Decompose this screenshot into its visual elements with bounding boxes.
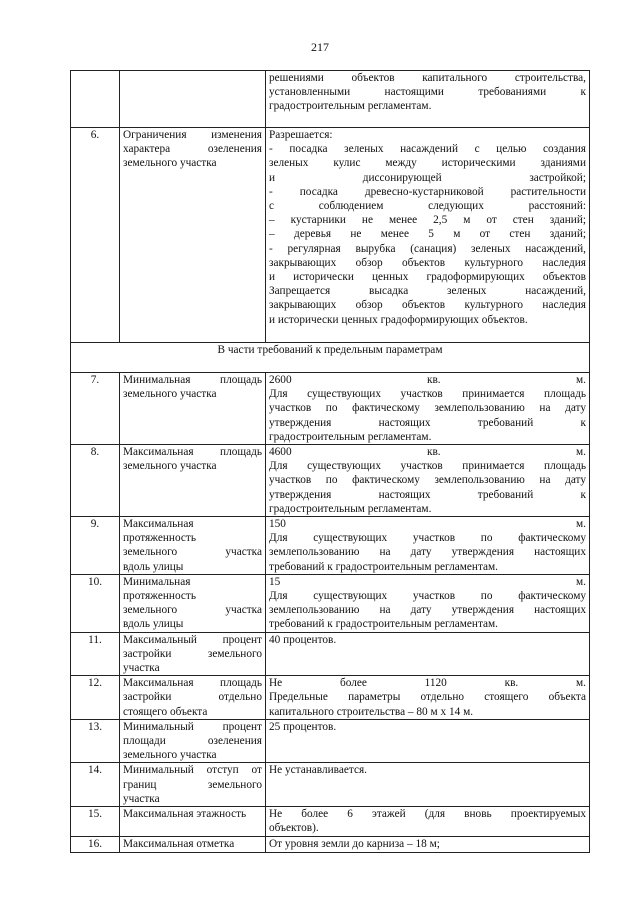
text-line: - посадка зеленых насаждений с целью создания bbox=[269, 143, 586, 156]
text-line: Для существующих участков по фактическому bbox=[269, 590, 586, 603]
text-line: Ограничения изменения bbox=[123, 129, 262, 141]
text-line: вдоль улицы bbox=[123, 560, 184, 573]
table-row bbox=[71, 343, 590, 373]
table-row bbox=[71, 763, 590, 807]
text-line: земельного участка bbox=[123, 460, 217, 473]
text-line: Максимальная bbox=[123, 518, 194, 531]
text-line: 25 процентов. bbox=[269, 720, 337, 733]
parameter-name-cell bbox=[120, 574, 266, 632]
table-row bbox=[71, 71, 590, 128]
table-row bbox=[71, 807, 590, 836]
table-row bbox=[71, 517, 590, 575]
text-line: требований к градостроительным регламентам. bbox=[269, 618, 499, 631]
table-row bbox=[71, 574, 590, 632]
text-line: землепользованию на дату утверждения настоящих bbox=[269, 546, 586, 559]
text-line: 15 м. bbox=[269, 575, 586, 588]
text-line: Минимальный процент bbox=[123, 720, 262, 733]
text-line: утверждения настоящих требований к bbox=[269, 488, 586, 501]
text-line: земельного участка bbox=[123, 604, 262, 617]
text-line: - регулярная вырубка (санация) зеленых насаждений, bbox=[269, 242, 586, 255]
text-line: 40 процентов. bbox=[269, 633, 337, 646]
text-line: закрывающих обзор объектов культурного наследия bbox=[269, 256, 586, 269]
text-line: градостроительным регламентам. bbox=[269, 100, 432, 113]
row-number-cell: 8. bbox=[71, 445, 120, 517]
parameter-value-cell bbox=[266, 676, 590, 720]
text-line: – кустарники не менее 2,5 м от стен зданий; bbox=[269, 214, 586, 227]
row-number-cell: 9. bbox=[71, 517, 120, 575]
table-row bbox=[71, 719, 590, 763]
text-line: застройки отдельно bbox=[123, 691, 262, 704]
table-row bbox=[71, 445, 590, 517]
text-line: Максимальная отметка bbox=[123, 837, 235, 850]
text-line: участка bbox=[123, 662, 160, 675]
text-line: Не более 1120 кв. м. bbox=[269, 677, 586, 690]
text-line: Для существующих участков по фактическому bbox=[269, 532, 586, 545]
parameter-name-cell bbox=[120, 632, 266, 676]
row-number-cell: 10. bbox=[71, 574, 120, 632]
text-line: застройки земельного bbox=[123, 647, 262, 660]
text-line: Для существующих участков принимается площадь bbox=[269, 388, 586, 401]
text-line: зеленых кулис между историческими зданиями bbox=[269, 157, 586, 170]
parameter-name-cell bbox=[120, 373, 266, 445]
text-line: участков по фактическому землепользованию на дату bbox=[269, 474, 586, 487]
text-line: 4600 кв. м. bbox=[269, 446, 586, 459]
text-line: - посадка древесно-кустарниковой растительности bbox=[269, 185, 586, 198]
parameter-name-cell bbox=[120, 517, 266, 575]
parameter-value-cell bbox=[266, 71, 590, 128]
text-line: – деревья не менее 5 м от стен зданий; bbox=[269, 228, 586, 241]
text-line: 150 м. bbox=[269, 518, 586, 531]
row-number-cell: 7. bbox=[71, 373, 120, 445]
parameter-value-cell bbox=[266, 574, 590, 632]
page-number: 217 bbox=[311, 40, 329, 54]
section-heading: В части требований к предельным параметрам bbox=[71, 343, 590, 373]
text-line: Для существующих участков принимается площадь bbox=[269, 460, 586, 473]
parameter-name-cell bbox=[120, 719, 266, 763]
parameter-value-cell bbox=[266, 128, 590, 343]
parameter-name-cell bbox=[120, 128, 266, 343]
text-line: Минимальная площадь bbox=[123, 374, 262, 386]
row-number-cell: 15. bbox=[71, 807, 120, 836]
row-number-cell bbox=[71, 71, 120, 128]
parameter-value-cell bbox=[266, 836, 590, 852]
parameter-name-cell bbox=[120, 445, 266, 517]
text-line: Максимальная площадь bbox=[123, 677, 262, 690]
parameter-name-cell bbox=[120, 763, 266, 807]
text-line: земельного участка bbox=[123, 749, 217, 762]
table-row bbox=[71, 632, 590, 676]
text-line: и исторически ценных градоформирующих объектов. bbox=[269, 313, 528, 326]
row-number-cell: 11. bbox=[71, 632, 120, 676]
text-line: площади озеленения bbox=[123, 735, 262, 748]
text-line: градостроительным регламентам. bbox=[269, 430, 432, 443]
text-line: и диссонирующей застройкой; bbox=[269, 171, 586, 184]
text-line: градостроительным регламентам. bbox=[269, 502, 432, 515]
text-line: решениями объектов капитального строительства, bbox=[269, 72, 586, 84]
parameter-name-cell bbox=[120, 836, 266, 852]
parameter-value-cell bbox=[266, 373, 590, 445]
parameter-value-cell bbox=[266, 632, 590, 676]
table-row bbox=[71, 373, 590, 445]
text-line: и исторически ценных градоформирующих объектов bbox=[269, 271, 586, 284]
text-line: 2600 кв. м. bbox=[269, 374, 586, 386]
row-number-cell: 16. bbox=[71, 836, 120, 852]
parameter-value-cell bbox=[266, 807, 590, 836]
text-line: Предельные параметры отдельно стоящего объекта bbox=[269, 691, 586, 704]
table-row bbox=[71, 676, 590, 720]
text-line: От уровня земли до карниза – 18 м; bbox=[269, 837, 440, 850]
text-line: участка bbox=[123, 792, 160, 805]
text-line: Максимальная площадь bbox=[123, 446, 262, 459]
text-line: характера озеленения bbox=[123, 143, 262, 156]
parameter-value-cell bbox=[266, 763, 590, 807]
parameter-name-cell bbox=[120, 676, 266, 720]
text-line: Разрешается: bbox=[269, 129, 333, 141]
text-line: Максимальный процент bbox=[123, 633, 262, 646]
text-line: земельного участка bbox=[123, 388, 217, 401]
parameter-value-cell bbox=[266, 517, 590, 575]
text-line: стоящего объекта bbox=[123, 705, 208, 718]
text-line: установленными настоящими требованиями к bbox=[269, 86, 586, 99]
text-line: протяженность bbox=[123, 532, 196, 545]
parameter-name-cell bbox=[120, 71, 266, 128]
text-line: Не более 6 этажей (для вновь проектируемых bbox=[269, 808, 586, 821]
text-line: Не устанавливается. bbox=[269, 764, 367, 777]
parameter-name-cell bbox=[120, 807, 266, 836]
text-line: земельного участка bbox=[123, 546, 262, 559]
text-line: границ земельного bbox=[123, 778, 262, 791]
table-row bbox=[71, 128, 590, 343]
regulations-table bbox=[70, 70, 590, 853]
text-line: участков по фактическому землепользованию на дату bbox=[269, 402, 586, 415]
text-line: закрывающих обзор объектов культурного наследия bbox=[269, 299, 586, 312]
text-line: Максимальная этажность bbox=[123, 808, 247, 821]
text-line: утверждения настоящих требований к bbox=[269, 416, 586, 429]
text-line: землепользованию на дату утверждения настоящих bbox=[269, 604, 586, 617]
text-line: Запрещается высадка зеленых насаждений, bbox=[269, 285, 586, 298]
text-line: вдоль улицы bbox=[123, 618, 184, 631]
text-line: Минимальная bbox=[123, 575, 191, 588]
row-number-cell: 6. bbox=[71, 128, 120, 343]
row-number-cell: 14. bbox=[71, 763, 120, 807]
table-row bbox=[71, 836, 590, 852]
row-number-cell: 12. bbox=[71, 676, 120, 720]
text-line: с соблюдением следующих расстояний: bbox=[269, 200, 586, 213]
text-line: земельного участка bbox=[123, 157, 217, 170]
row-number-cell: 13. bbox=[71, 719, 120, 763]
text-line: протяженность bbox=[123, 590, 196, 603]
text-line: капитального строительства – 80 м х 14 м. bbox=[269, 705, 474, 718]
parameter-value-cell bbox=[266, 719, 590, 763]
text-line: объектов). bbox=[269, 822, 319, 835]
text-line: требований к градостроительным регламентам. bbox=[269, 560, 499, 573]
parameter-value-cell bbox=[266, 445, 590, 517]
text-line: Минимальный отступ от bbox=[123, 764, 262, 777]
